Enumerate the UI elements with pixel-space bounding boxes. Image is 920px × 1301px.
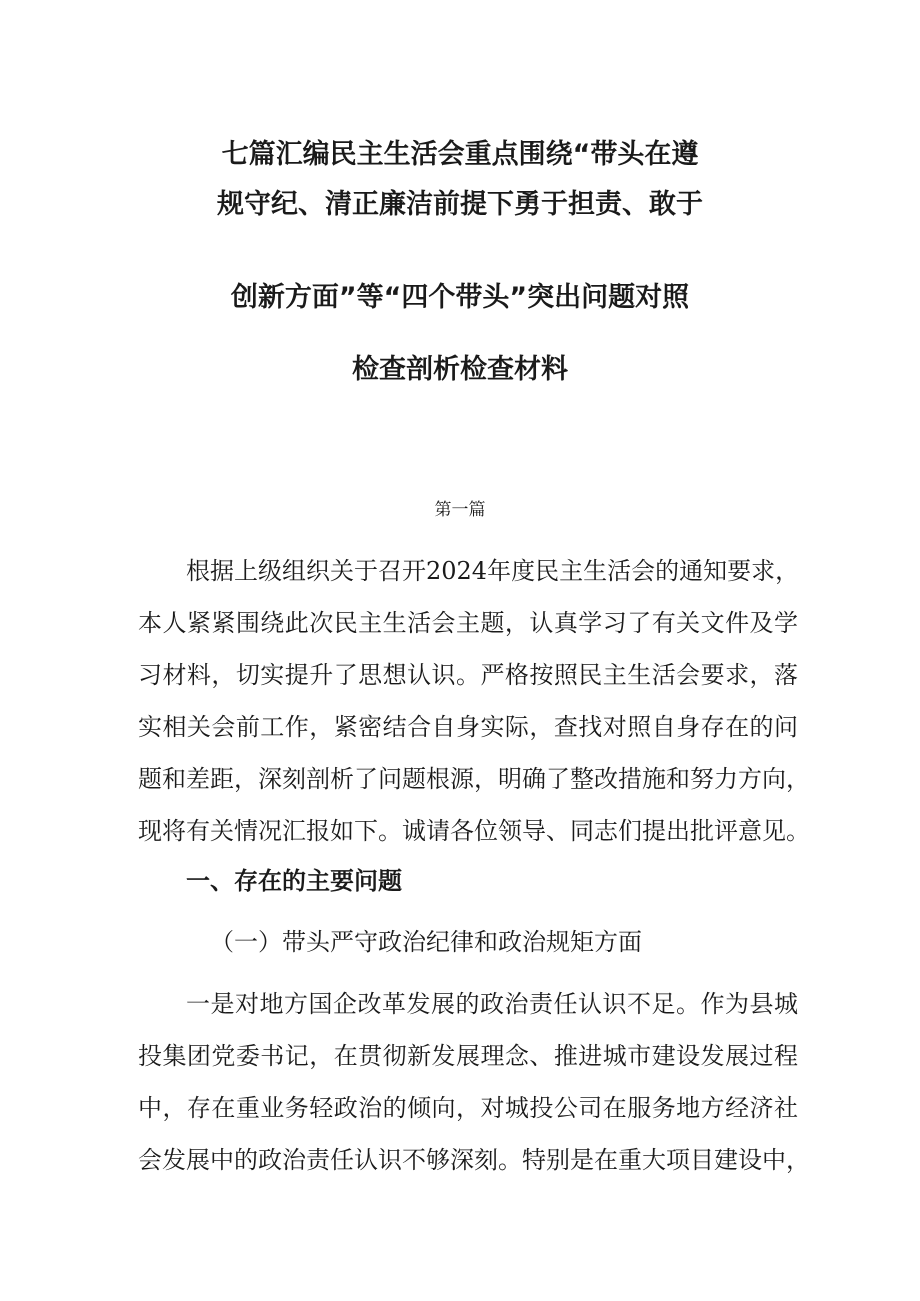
- subsection-heading: （一）带头严守政治纪律和政治规矩方面: [210, 928, 642, 956]
- document-title-line-3: 创新方面”等“四个带头”突出问题对照: [230, 282, 690, 313]
- item-paragraph-line: 一是对地方国企改革发展的政治责任认识不足。作为县城: [186, 990, 798, 1018]
- item-paragraph-line: 会发展中的政治责任认识不够深刻。特别是在重大项目建设中，: [138, 1146, 810, 1174]
- document-title-line-4: 检查剖析检查材料: [352, 354, 568, 385]
- intro-paragraph-line: 实相关会前工作，紧密结合自身实际，查找对照自身存在的问: [138, 713, 798, 741]
- intro-paragraph-line: 根据上级组织关于召开2024年度民主生活会的通知要求，: [186, 557, 800, 585]
- item-paragraph-line: 中，存在重业务轻政治的倾向，对城投公司在服务地方经济社: [138, 1094, 798, 1122]
- item-paragraph-line: 投集团党委书记，在贯彻新发展理念、推进城市建设发展过程: [138, 1042, 798, 1070]
- chapter-label: 第一篇: [434, 500, 486, 520]
- section-heading: 一、存在的主要问题: [186, 867, 402, 895]
- intro-paragraph-line: 习材料，切实提升了思想认识。严格按照民主生活会要求，落: [138, 661, 798, 689]
- intro-paragraph-line: 现将有关情况汇报如下。诚请各位领导、同志们提出批评意见。: [138, 817, 810, 845]
- intro-paragraph-line: 本人紧紧围绕此次民主生活会主题，认真学习了有关文件及学: [138, 609, 798, 637]
- document-title-line-2: 规守纪、清正廉洁前提下勇于担责、敢于: [217, 189, 703, 220]
- intro-paragraph-line: 题和差距，深刻剖析了问题根源，明确了整改措施和努力方向，: [138, 765, 810, 793]
- document-title-line-1: 七篇汇编民主生活会重点围绕“带头在遵: [221, 139, 699, 170]
